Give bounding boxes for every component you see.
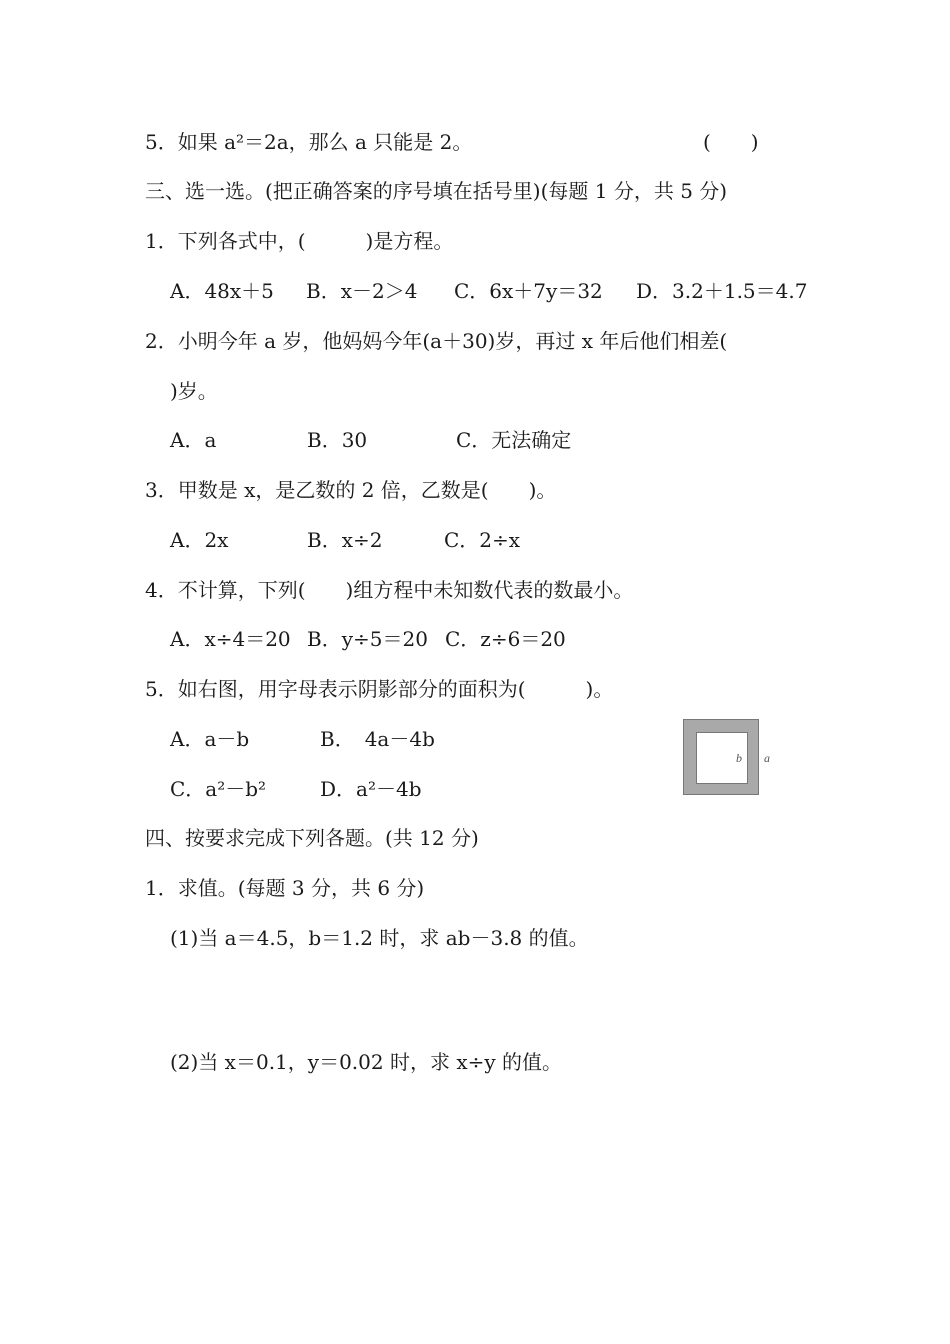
judge-question-5: 5．如果 a²＝2a，那么 a 只能是 2。	[145, 130, 473, 154]
q1-option-b: B．x－2＞4	[306, 279, 418, 303]
q3-option-c: C．2÷x	[444, 528, 521, 552]
subquestion-1: (1)当 a＝4.5，b＝1.2 时，求 ab－3.8 的值。	[170, 926, 589, 950]
question-5: 5．如右图，用字母表示阴影部分的面积为( )。	[145, 677, 614, 701]
subquestion-2: (2)当 x＝0.1，y＝0.02 时，求 x÷y 的值。	[170, 1050, 563, 1074]
q5-option-b: B． 4a－4b	[320, 727, 435, 751]
section-4-question-1: 1．求值。(每题 3 分，共 6 分)	[145, 876, 425, 900]
question-2-continued: )岁。	[170, 379, 218, 403]
outer-side-label: a	[764, 751, 770, 765]
q2-option-b: B．30	[307, 428, 368, 452]
outer-square	[683, 719, 759, 795]
question-3: 3．甲数是 x，是乙数的 2 倍，乙数是( )。	[145, 478, 557, 502]
question-2: 2．小明今年 a 岁，他妈妈今年(a＋30)岁，再过 x 年后他们相差(	[145, 329, 728, 353]
section-4-heading: 四、按要求完成下列各题。(共 12 分)	[145, 826, 479, 850]
q1-option-c: C．6x＋7y＝32	[454, 279, 603, 303]
question-4: 4．不计算，下列( )组方程中未知数代表的数最小。	[145, 578, 634, 602]
q5-option-c: C．a²－b²	[170, 777, 267, 801]
shaded-square-figure	[683, 719, 773, 799]
q5-option-d: D．a²－4b	[320, 777, 422, 801]
q4-option-a: A．x÷4＝20	[170, 627, 291, 651]
q2-option-a: A．a	[170, 428, 217, 452]
q3-option-a: A．2x	[170, 528, 229, 552]
q4-option-b: B．y÷5＝20	[307, 627, 428, 651]
q5-option-a: A．a－b	[170, 727, 250, 751]
q1-option-a: A．48x＋5	[170, 279, 274, 303]
inner-side-label: b	[736, 751, 742, 765]
q4-option-c: C．z÷6＝20	[445, 627, 566, 651]
section-3-heading: 三、选一选。(把正确答案的序号填在括号里)(每题 1 分，共 5 分)	[145, 179, 728, 203]
answer-parentheses: ( )	[703, 130, 759, 154]
question-1: 1．下列各式中，( )是方程。	[145, 229, 454, 253]
q3-option-b: B．x÷2	[307, 528, 383, 552]
q2-option-c: C．无法确定	[456, 428, 572, 452]
q1-option-d: D．3.2＋1.5＝4.7	[636, 279, 808, 303]
